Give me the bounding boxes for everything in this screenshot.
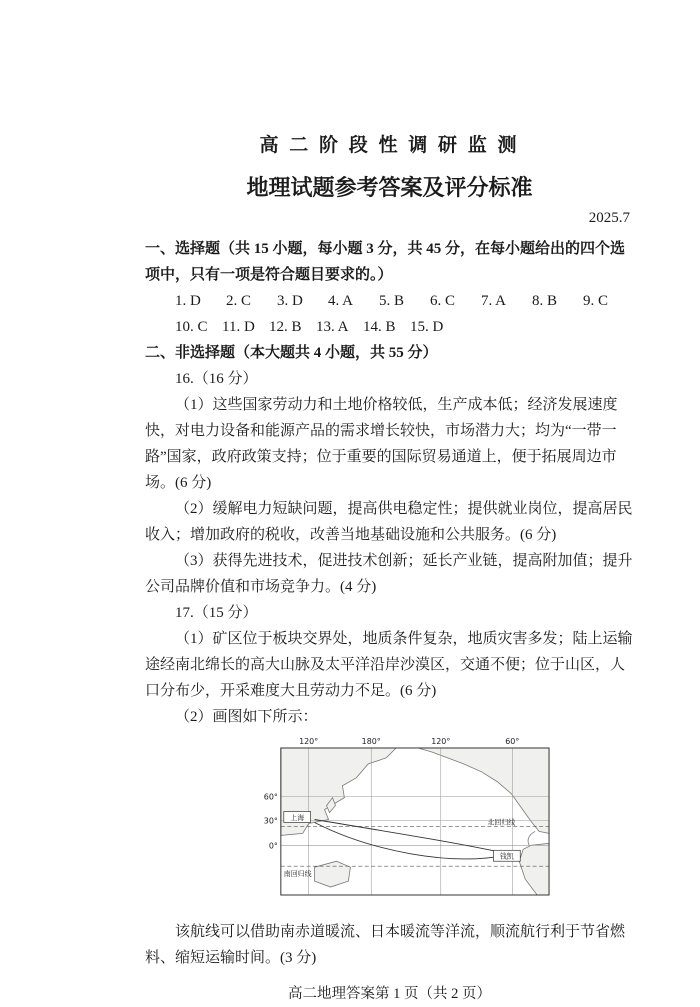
answer-item: 15. D [410,319,444,335]
lon-label-120e: 120° [299,737,319,747]
choice-answers-row1 [145,288,634,314]
port-chancay-label: 钱凯 [499,852,514,861]
doc-title: 高 二 阶 段 性 调 研 监 测 [259,135,520,156]
lat-label-30n: 30° [263,816,278,826]
answer-item: 1. D [175,293,201,309]
route-arc-north [315,820,506,854]
q16-answer-1: （1）这些国家劳动力和土地价格较低，生产成本低；经济发展速度快，对电力设备和能源产品的需求增长较快，市场潜力大；均为“一带一路”国家，政府政策支持；位于重要的国际贸易通道上，便于拓展周边市场。(6 分) [145,397,618,491]
answer-item: 7. A [481,293,507,309]
lon-label-120w: 120° [431,737,451,747]
latitude-labels [264,793,278,851]
answer-item: 10. C [175,319,208,335]
route-arc-south [315,822,506,858]
answer-item: 5. B [379,293,405,309]
pacific-route-map [257,734,555,906]
route-map-figure [257,734,634,915]
lon-label-180: 180° [361,737,381,747]
q17-title: 17.（15 分） [175,605,258,621]
answer-item: 4. A [328,293,354,309]
shipping-route [315,820,506,859]
section-choice-heading: 一、选择题（共 15 小题，每小题 3 分，共 45 分，在每小题给出的四个选项中，只有一项是符合题目要求的。） [145,241,626,283]
central-america-isthmus [528,831,535,845]
port-shanghai [284,812,311,823]
port-chancay [493,850,520,861]
answer-item: 8. B [532,293,558,309]
doc-subtitle: 地理试题参考答案及评分标准 [246,175,533,200]
answer-item: 14. B [363,319,396,335]
q16-answer-2: （2）缓解电力短缺问题，提高供电稳定性；提供就业岗位，提高居民收入；增加政府的税收，改善当地基础设施和公共服务。(6 分) [145,501,633,543]
q16-title: 16.（16 分） [175,371,258,387]
longitude-labels [299,737,519,746]
answer-item: 2. C [226,293,252,309]
answer-item: 11. D [222,319,255,335]
answer-item: 3. D [277,293,303,309]
answer-item: 6. C [430,293,456,309]
answer-item: 13. A [316,319,349,335]
lon-label-60w: 60° [505,737,520,747]
lat-label-60n: 60° [263,792,278,802]
q17-answer-2-intro: （2）画图如下所示： [175,709,318,725]
south-america-landmass [519,843,549,895]
lat-label-0: 0° [268,841,278,851]
doc-date: 2025.7 [588,210,630,226]
answer-item: 12. B [269,319,302,335]
q17-answer-2-note: 该航线可以借助南赤道暖流、日本暖流等洋流，顺流航行利于节省燃料、缩短运输时间。(3 分) [145,924,626,966]
section-free-heading: 二、非选择题（本大题共 4 小题，共 55 分） [145,345,438,361]
tropic-of-cancer-label: 北回归线 [487,818,516,827]
q17-answer-1: （1）矿区位于板块交界处，地质条件复杂，地质灾害多发；陆上运输途经南北绵长的高大山脉及太平洋沿岸沙漠区，交通不便；位于山区，人口分布少，开采难度大且劳动力不足。(6 分) [145,631,633,699]
australia-landmass [315,861,351,887]
tropic-of-capricorn-label: 南回归线 [283,870,312,879]
q16-answer-3: （3）获得先进技术，促进技术创新；延长产业链，提高附加值；提升公司品牌价值和市场竞争力。(4 分) [145,553,633,595]
page-footer: 高二地理答案第 1 页（共 2 页） [288,986,491,1002]
answer-item: 9. C [583,293,609,309]
port-shanghai-label: 上海 [290,814,305,822]
choice-answers-row2 [145,314,634,340]
